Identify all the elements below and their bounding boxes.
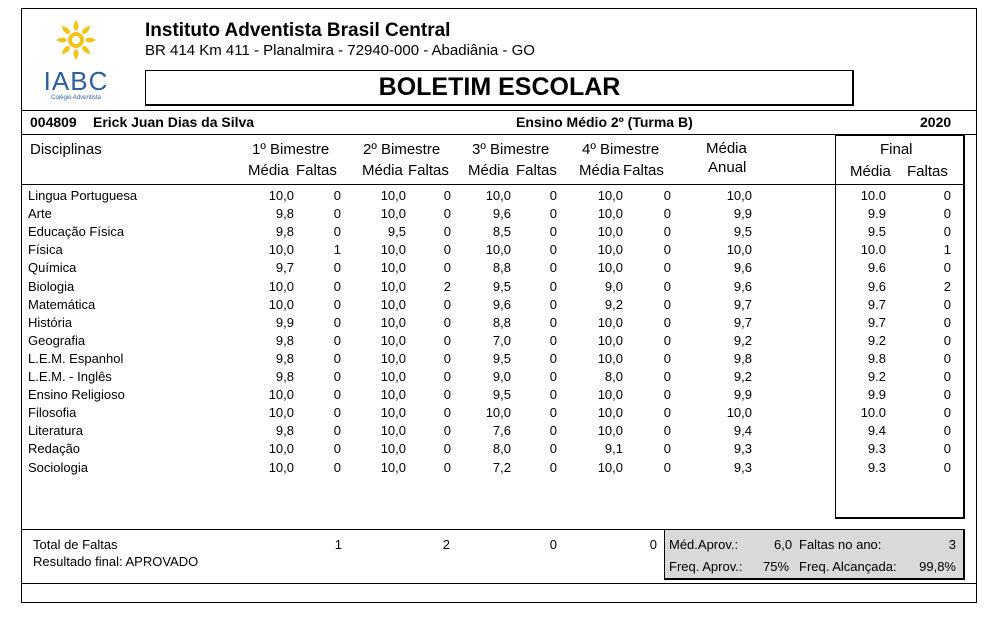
b4-media: 8,0 (604, 369, 623, 384)
final-media: 9.9 (867, 387, 886, 403)
b4-media: 9,2 (604, 296, 623, 312)
divider (21, 184, 835, 185)
total-b2: 2 (442, 537, 450, 552)
b2-faltas: 0 (443, 224, 451, 240)
total-b4: 0 (649, 537, 657, 552)
final-media: 10.0 (860, 188, 886, 203)
b4-faltas: 0 (663, 350, 671, 366)
b4-media: 10,0 (597, 224, 623, 240)
total-faltas-label: Total de Faltas (33, 537, 118, 552)
b2-faltas: 0 (443, 350, 451, 366)
b3-faltas: 0 (549, 332, 557, 348)
header-b2: 2º Bimestre (363, 141, 441, 158)
b3-faltas: 0 (549, 278, 557, 294)
b3-faltas: 0 (549, 296, 557, 312)
b1-faltas: 0 (333, 350, 341, 366)
media-anual: 10,0 (726, 242, 752, 258)
subject-name: Biologia (28, 278, 75, 294)
b4-faltas: 0 (663, 387, 671, 403)
b2-media: 10,0 (380, 260, 406, 276)
logo-text: IABC (43, 66, 109, 96)
b2-faltas: 0 (443, 441, 451, 457)
b2-faltas: 0 (443, 260, 451, 276)
final-media: 9.9 (867, 206, 886, 222)
med-aprov-label: Méd.Aprov.: (669, 537, 739, 552)
b2-faltas: 0 (443, 332, 451, 348)
b2-faltas: 0 (443, 369, 451, 384)
b1-media: 9,7 (275, 260, 294, 276)
subject-name: L.E.M. Espanhol (28, 350, 124, 366)
header-final-faltas: Faltas (907, 163, 948, 180)
subject-name: Geografia (28, 332, 86, 348)
b1-faltas: 0 (333, 296, 341, 312)
subject-name: Educação Física (28, 224, 125, 240)
b1-faltas: 0 (333, 369, 341, 384)
final-media: 9.4 (867, 423, 886, 439)
b4-media: 9,0 (604, 278, 623, 294)
media-anual: 9,4 (733, 423, 752, 439)
b4-media: 10,0 (597, 387, 623, 403)
subject-name: Física (28, 242, 63, 258)
final-faltas: 0 (943, 260, 951, 276)
b2-media: 10,0 (380, 423, 406, 439)
b2-media: 10,0 (380, 369, 406, 384)
final-media: 9.6 (867, 260, 886, 276)
header-b4-faltas: Faltas (623, 162, 664, 179)
subject-name: Filosofia (28, 405, 77, 421)
media-anual: 9,7 (733, 296, 752, 312)
b3-media: 9,5 (492, 350, 511, 366)
b2-media: 10,0 (380, 206, 406, 222)
b1-media: 10,0 (268, 441, 294, 457)
header-b4: 4º Bimestre (582, 141, 660, 158)
b2-faltas: 0 (443, 387, 451, 403)
b1-faltas: 0 (333, 260, 341, 276)
b3-faltas: 0 (549, 206, 557, 222)
b1-media: 10,0 (268, 296, 294, 312)
b4-faltas: 0 (663, 260, 671, 276)
final-faltas: 0 (943, 224, 951, 240)
b1-faltas: 0 (333, 206, 341, 222)
freq-aprov-value: 75% (763, 559, 790, 574)
divider (21, 529, 664, 530)
final-media: 10.0 (860, 405, 886, 421)
b4-faltas: 0 (663, 423, 671, 439)
school-address: BR 414 Km 411 - Planalmira - 72940-000 - Abadiânia - GO (145, 42, 535, 59)
med-aprov-value: 6,0 (774, 537, 793, 552)
divider (21, 583, 977, 584)
b2-media: 10,0 (380, 278, 406, 294)
b1-media: 9,9 (275, 314, 294, 330)
subject-name: Matemática (28, 296, 96, 312)
final-media: 9.8 (867, 350, 886, 366)
final-result: Resultado final: APROVADO (33, 554, 199, 569)
media-anual: 9,6 (733, 278, 752, 294)
b2-media: 10,0 (380, 350, 406, 366)
final-faltas: 0 (943, 314, 951, 330)
b1-media: 10,0 (268, 459, 294, 475)
page-title: BOLETIM ESCOLAR (378, 73, 621, 101)
final-faltas: 0 (943, 350, 951, 366)
media-anual: 10,0 (726, 188, 752, 203)
b1-faltas: 0 (333, 441, 341, 457)
b4-faltas: 0 (663, 459, 671, 475)
b4-media: 10,0 (597, 350, 623, 366)
media-anual: 9,3 (733, 459, 752, 475)
b3-faltas: 0 (549, 188, 557, 203)
final-media: 10.0 (860, 242, 886, 258)
media-anual: 9,2 (733, 369, 752, 384)
b3-faltas: 0 (549, 459, 557, 475)
header-disciplinas: Disciplinas (30, 141, 102, 158)
b2-media: 10,0 (380, 296, 406, 312)
b3-media: 9,5 (492, 278, 511, 294)
b3-media: 7,2 (492, 459, 511, 475)
header-media-anual-2: Anual (708, 159, 747, 176)
b1-faltas: 0 (333, 387, 341, 403)
b4-media: 10,0 (597, 260, 623, 276)
media-anual: 9,9 (733, 387, 752, 403)
b3-faltas: 0 (549, 242, 557, 258)
b3-media: 9,6 (492, 296, 511, 312)
b3-faltas: 0 (549, 369, 557, 384)
total-b1: 1 (334, 537, 342, 552)
b1-media: 10,0 (268, 188, 294, 203)
b3-media: 8,5 (492, 224, 511, 240)
final-media: 9.3 (867, 459, 886, 475)
b4-faltas: 0 (663, 296, 671, 312)
b1-faltas: 0 (333, 459, 341, 475)
b4-faltas: 0 (663, 278, 671, 294)
b3-media: 8,8 (492, 260, 511, 276)
header-b1-faltas: Faltas (296, 162, 337, 179)
b2-faltas: 0 (443, 242, 451, 258)
b2-faltas: 0 (443, 423, 451, 439)
b2-faltas: 0 (443, 188, 451, 203)
b1-faltas: 0 (333, 332, 341, 348)
b3-media: 9,6 (492, 206, 511, 222)
b2-media: 10,0 (380, 242, 406, 258)
b4-faltas: 0 (663, 314, 671, 330)
b1-media: 10,0 (268, 405, 294, 421)
subject-name: Redação (28, 441, 81, 457)
b1-media: 9,8 (275, 332, 294, 348)
b3-faltas: 0 (549, 350, 557, 366)
final-faltas: 0 (943, 369, 951, 384)
b4-faltas: 0 (663, 224, 671, 240)
final-faltas: 0 (943, 459, 951, 475)
b4-media: 10,0 (597, 459, 623, 475)
b3-media: 7,6 (492, 423, 511, 439)
faltas-ano-label: Faltas no ano: (799, 537, 882, 552)
b4-faltas: 0 (663, 188, 671, 203)
freq-alcancada-label: Freq. Alcançada: (799, 559, 897, 574)
b1-faltas: 0 (333, 224, 341, 240)
final-faltas: 0 (943, 296, 951, 312)
media-anual: 9,8 (733, 350, 752, 366)
final-media: 9.7 (867, 296, 886, 312)
final-media: 9.7 (867, 314, 886, 330)
b1-media: 9,8 (275, 350, 294, 366)
media-anual: 9,2 (733, 332, 752, 348)
header-b2-media: Média (362, 162, 403, 179)
b3-media: 9,0 (492, 369, 511, 384)
student-course: Ensino Médio 2º (Turma B) (516, 114, 693, 130)
b4-media: 10,0 (597, 332, 623, 348)
final-faltas: 0 (943, 332, 951, 348)
b1-faltas: 0 (333, 423, 341, 439)
b2-faltas: 0 (443, 296, 451, 312)
b1-faltas: 1 (333, 242, 341, 258)
b1-faltas: 0 (333, 278, 341, 294)
final-faltas: 0 (943, 423, 951, 439)
b4-media: 10,0 (597, 188, 623, 203)
b1-media: 9,8 (275, 369, 294, 384)
subject-name: Química (28, 260, 77, 276)
b3-media: 10,0 (485, 405, 511, 421)
b4-faltas: 0 (663, 206, 671, 222)
b4-media: 10,0 (597, 206, 623, 222)
b4-faltas: 0 (663, 441, 671, 457)
b3-faltas: 0 (549, 405, 557, 421)
b4-media: 10,0 (597, 314, 623, 330)
final-media: 9.2 (867, 369, 886, 384)
school-year: 2020 (920, 114, 952, 130)
b3-faltas: 0 (549, 387, 557, 403)
b1-media: 10,0 (268, 387, 294, 403)
total-b3: 0 (549, 537, 557, 552)
final-faltas: 0 (943, 206, 951, 222)
b2-faltas: 0 (443, 459, 451, 475)
b4-faltas: 0 (663, 405, 671, 421)
b4-media: 10,0 (597, 423, 623, 439)
b3-faltas: 0 (549, 260, 557, 276)
logo-subtext: Colégio Adventista (51, 95, 101, 101)
student-name: Erick Juan Dias da Silva (93, 114, 255, 130)
media-anual: 9,6 (733, 260, 752, 276)
final-media: 9.2 (867, 332, 886, 348)
b3-media: 8,0 (492, 441, 511, 457)
header-media-anual-1: Média (706, 140, 747, 157)
divider (21, 110, 977, 111)
faltas-ano-value: 3 (948, 537, 956, 552)
b2-media: 10,0 (380, 314, 406, 330)
b3-faltas: 0 (549, 441, 557, 457)
divider (21, 134, 977, 135)
b4-faltas: 0 (663, 242, 671, 258)
b2-media: 10,0 (380, 387, 406, 403)
final-faltas: 0 (943, 441, 951, 457)
subject-name: Arte (28, 206, 52, 222)
b2-media: 9,5 (387, 224, 406, 240)
final-faltas: 0 (943, 405, 951, 421)
b1-media: 9,8 (275, 423, 294, 439)
subject-name: Lingua Portuguesa (28, 188, 138, 203)
media-anual: 9,7 (733, 314, 752, 330)
school-name: Instituto Adventista Brasil Central (145, 20, 451, 41)
media-anual: 10,0 (726, 405, 752, 421)
b4-media: 10,0 (597, 242, 623, 258)
b4-faltas: 0 (663, 369, 671, 384)
b2-faltas: 0 (443, 405, 451, 421)
subject-name: Literatura (28, 423, 83, 439)
b4-media: 9,1 (604, 441, 623, 457)
header-final: Final (880, 141, 913, 158)
freq-aprov-label: Freq. Aprov.: (669, 559, 743, 574)
b1-media: 10,0 (268, 278, 294, 294)
b3-media: 7,0 (492, 332, 511, 348)
b2-faltas: 0 (443, 314, 451, 330)
media-anual: 9,3 (733, 441, 752, 457)
b3-faltas: 0 (549, 314, 557, 330)
b3-media: 10,0 (485, 242, 511, 258)
header-b1: 1º Bimestre (252, 141, 330, 158)
b3-faltas: 0 (549, 224, 557, 240)
b1-faltas: 0 (333, 188, 341, 203)
freq-alcancada-value: 99,8% (919, 559, 956, 574)
header-final-media: Média (850, 163, 891, 180)
subject-name: L.E.M. - Inglês (28, 369, 112, 384)
b4-faltas: 0 (663, 332, 671, 348)
b3-media: 8,8 (492, 314, 511, 330)
b2-media: 10,0 (380, 459, 406, 475)
subject-name: História (28, 314, 73, 330)
final-faltas: 2 (943, 278, 951, 294)
header-b3-faltas: Faltas (516, 162, 557, 179)
media-anual: 9,9 (733, 206, 752, 222)
b2-media: 10,0 (380, 441, 406, 457)
final-media: 9.3 (867, 441, 886, 457)
b1-media: 10,0 (268, 242, 294, 258)
student-id: 004809 (30, 114, 77, 130)
b2-media: 10,0 (380, 188, 406, 203)
b1-media: 9,8 (275, 224, 294, 240)
b2-media: 10,0 (380, 332, 406, 348)
b1-media: 9,8 (275, 206, 294, 222)
final-media: 9.5 (867, 224, 886, 240)
b1-faltas: 0 (333, 314, 341, 330)
b3-media: 10,0 (485, 188, 511, 203)
b2-media: 10,0 (380, 405, 406, 421)
header-b3-media: Média (468, 162, 509, 179)
header-b1-media: Média (248, 162, 289, 179)
final-faltas: 1 (943, 242, 951, 258)
final-media: 9.6 (867, 278, 886, 294)
b4-media: 10,0 (597, 405, 623, 421)
media-anual: 9,5 (733, 224, 752, 240)
final-faltas: 0 (943, 387, 951, 403)
b1-faltas: 0 (333, 405, 341, 421)
b3-faltas: 0 (549, 423, 557, 439)
b2-faltas: 2 (443, 278, 451, 294)
subject-name: Sociologia (28, 459, 88, 475)
b2-faltas: 0 (443, 206, 451, 222)
divider (835, 184, 965, 185)
header-b2-faltas: Faltas (408, 162, 449, 179)
subject-name: Ensino Religioso (28, 387, 125, 403)
final-faltas: 0 (943, 188, 951, 203)
school-logo (36, 16, 116, 104)
b3-media: 9,5 (492, 387, 511, 403)
header-b3: 3º Bimestre (472, 141, 550, 158)
header-b4-media: Média (579, 162, 620, 179)
